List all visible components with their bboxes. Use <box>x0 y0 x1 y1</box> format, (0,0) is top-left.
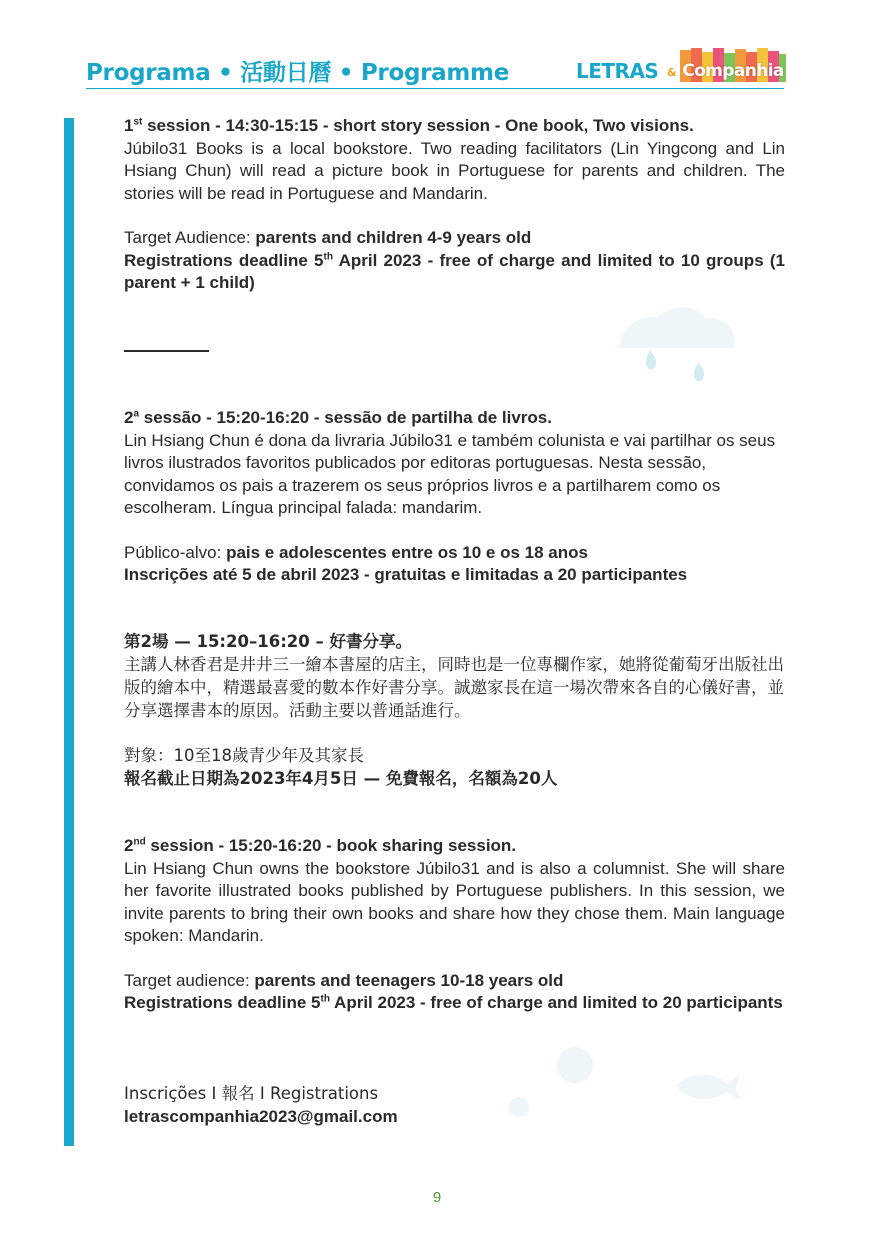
deadline-text-b: April 2023 - free of charge and limited to 20 participants <box>329 993 783 1012</box>
logo-letras-text: LETRAS <box>576 59 659 83</box>
audience-value: parents and teenagers 10-18 years old <box>254 970 564 990</box>
session2-pt-number: 2 <box>124 408 134 427</box>
registrations-email[interactable]: letrascompanhia2023@gmail.com <box>124 1106 398 1126</box>
session1-heading-text: session - 14:30-15:15 - short story session - One book, Two visions. <box>142 116 694 135</box>
session2-en-ordinal: nd <box>133 836 146 848</box>
deadline-ordinal: th <box>323 250 333 262</box>
deadline-text-a: Registrations deadline 5 <box>124 250 324 270</box>
session2-en-heading <box>124 835 785 858</box>
session2-pt-description: Lin Hsiang Chun é dona da livraria Júbilo31 e também colunista e vai partilhar os seus livros ilustrados favoritos publicados por editoras portuguesas. Nesta sessão, convidamos os pais a trazerem os seus próprios livros e a partilharem como os escolheram. Língua principal falada: mandarim. <box>124 430 776 517</box>
session1-number: 1 <box>124 116 134 135</box>
session1-english-block <box>124 115 785 295</box>
registrations-block <box>124 1083 785 1128</box>
session2-english-block <box>124 835 785 1015</box>
session2-zh-deadline: 報名截止日期為2023年4月5日 — 免費報名，名額為20人 <box>124 769 558 788</box>
audience-label: Público-alvo: <box>124 542 227 562</box>
session2-en-number: 2 <box>124 836 134 855</box>
session2-portuguese-block <box>124 407 785 587</box>
audience-label: Target Audience: <box>124 228 256 247</box>
session2-pt-deadline: Inscrições até 5 de abril 2023 - gratuitas e limitadas a 20 participantes <box>124 565 688 584</box>
session1-heading <box>124 115 785 138</box>
left-accent-bar <box>64 118 74 1146</box>
session2-zh-heading: 第2場 — 15:20–16:20 – 好書分享。 <box>124 632 413 651</box>
audience-value: pais e adolescentes entre os 10 e os 18 anos <box>226 542 588 562</box>
session2-en-audience <box>124 970 785 993</box>
cloud-raindrops-decoration <box>610 300 740 400</box>
page-header-title: Programa • 活動日曆 • Programme <box>86 60 510 86</box>
session2-chinese-block <box>124 630 785 790</box>
session2-zh-audience: 對象：10至18歲青少年及其家長 <box>124 746 364 765</box>
session2-en-deadline <box>124 992 785 1015</box>
audience-value: parents and children 4-9 years old <box>255 228 532 247</box>
section-separator <box>124 350 209 352</box>
session2-pt-ordinal: a <box>133 408 140 420</box>
session1-description: Júbilo31 Books is a local bookstore. Two reading facilitators (Lin Yingcong and Lin Hsiang Chun) will read a picture book in Portuguese for parents and children. The stories will be read in Portuguese and Mandarin. <box>124 138 785 203</box>
session2-zh-description: 主講人林香君是井井三一繪本書屋的店主，同時也是一位專欄作家，她將從葡萄牙出版社出版的繪本中，精選最喜愛的數本作好書分享。誠邀家長在這一場次帶來各自的心儀好書，並分享選擇書本的原因。活動主要以普通話進行。 <box>124 655 784 720</box>
page-number: 9 <box>432 1189 442 1206</box>
header-divider <box>86 88 784 89</box>
deadline-text-a: Registrations deadline 5 <box>124 993 321 1012</box>
logo-ampersand: & <box>667 66 677 79</box>
session1-audience <box>124 227 785 250</box>
audience-label: Target audience: <box>124 970 255 990</box>
session2-pt-heading-text: sessão - 15:20-16:20 - sessão de partilha de livros. <box>139 408 552 427</box>
deadline-text-b: April 2023 - free of charge and limited to 10 groups (1 parent + 1 child) <box>124 250 785 292</box>
session2-en-description: Lin Hsiang Chun owns the bookstore Júbilo31 and is also a columnist. She will share her favorite illustrated books published by Portuguese publishers. In this session, we invite parents to bring their own books and share how they chose them. Main language spoken: Mandarin. <box>124 858 785 945</box>
letras-companhia-logo <box>576 50 786 84</box>
session2-pt-heading <box>124 407 785 430</box>
session1-ordinal: st <box>133 116 143 128</box>
logo-companhia-text: Companhia <box>682 61 784 81</box>
registrations-label: Inscrições I 報名 I Registrations <box>124 1084 379 1103</box>
session2-pt-audience <box>124 542 785 565</box>
deadline-ordinal: th <box>320 993 330 1005</box>
session2-en-heading-text: session - 15:20-16:20 - book sharing session. <box>145 836 517 855</box>
session1-deadline <box>124 250 785 295</box>
